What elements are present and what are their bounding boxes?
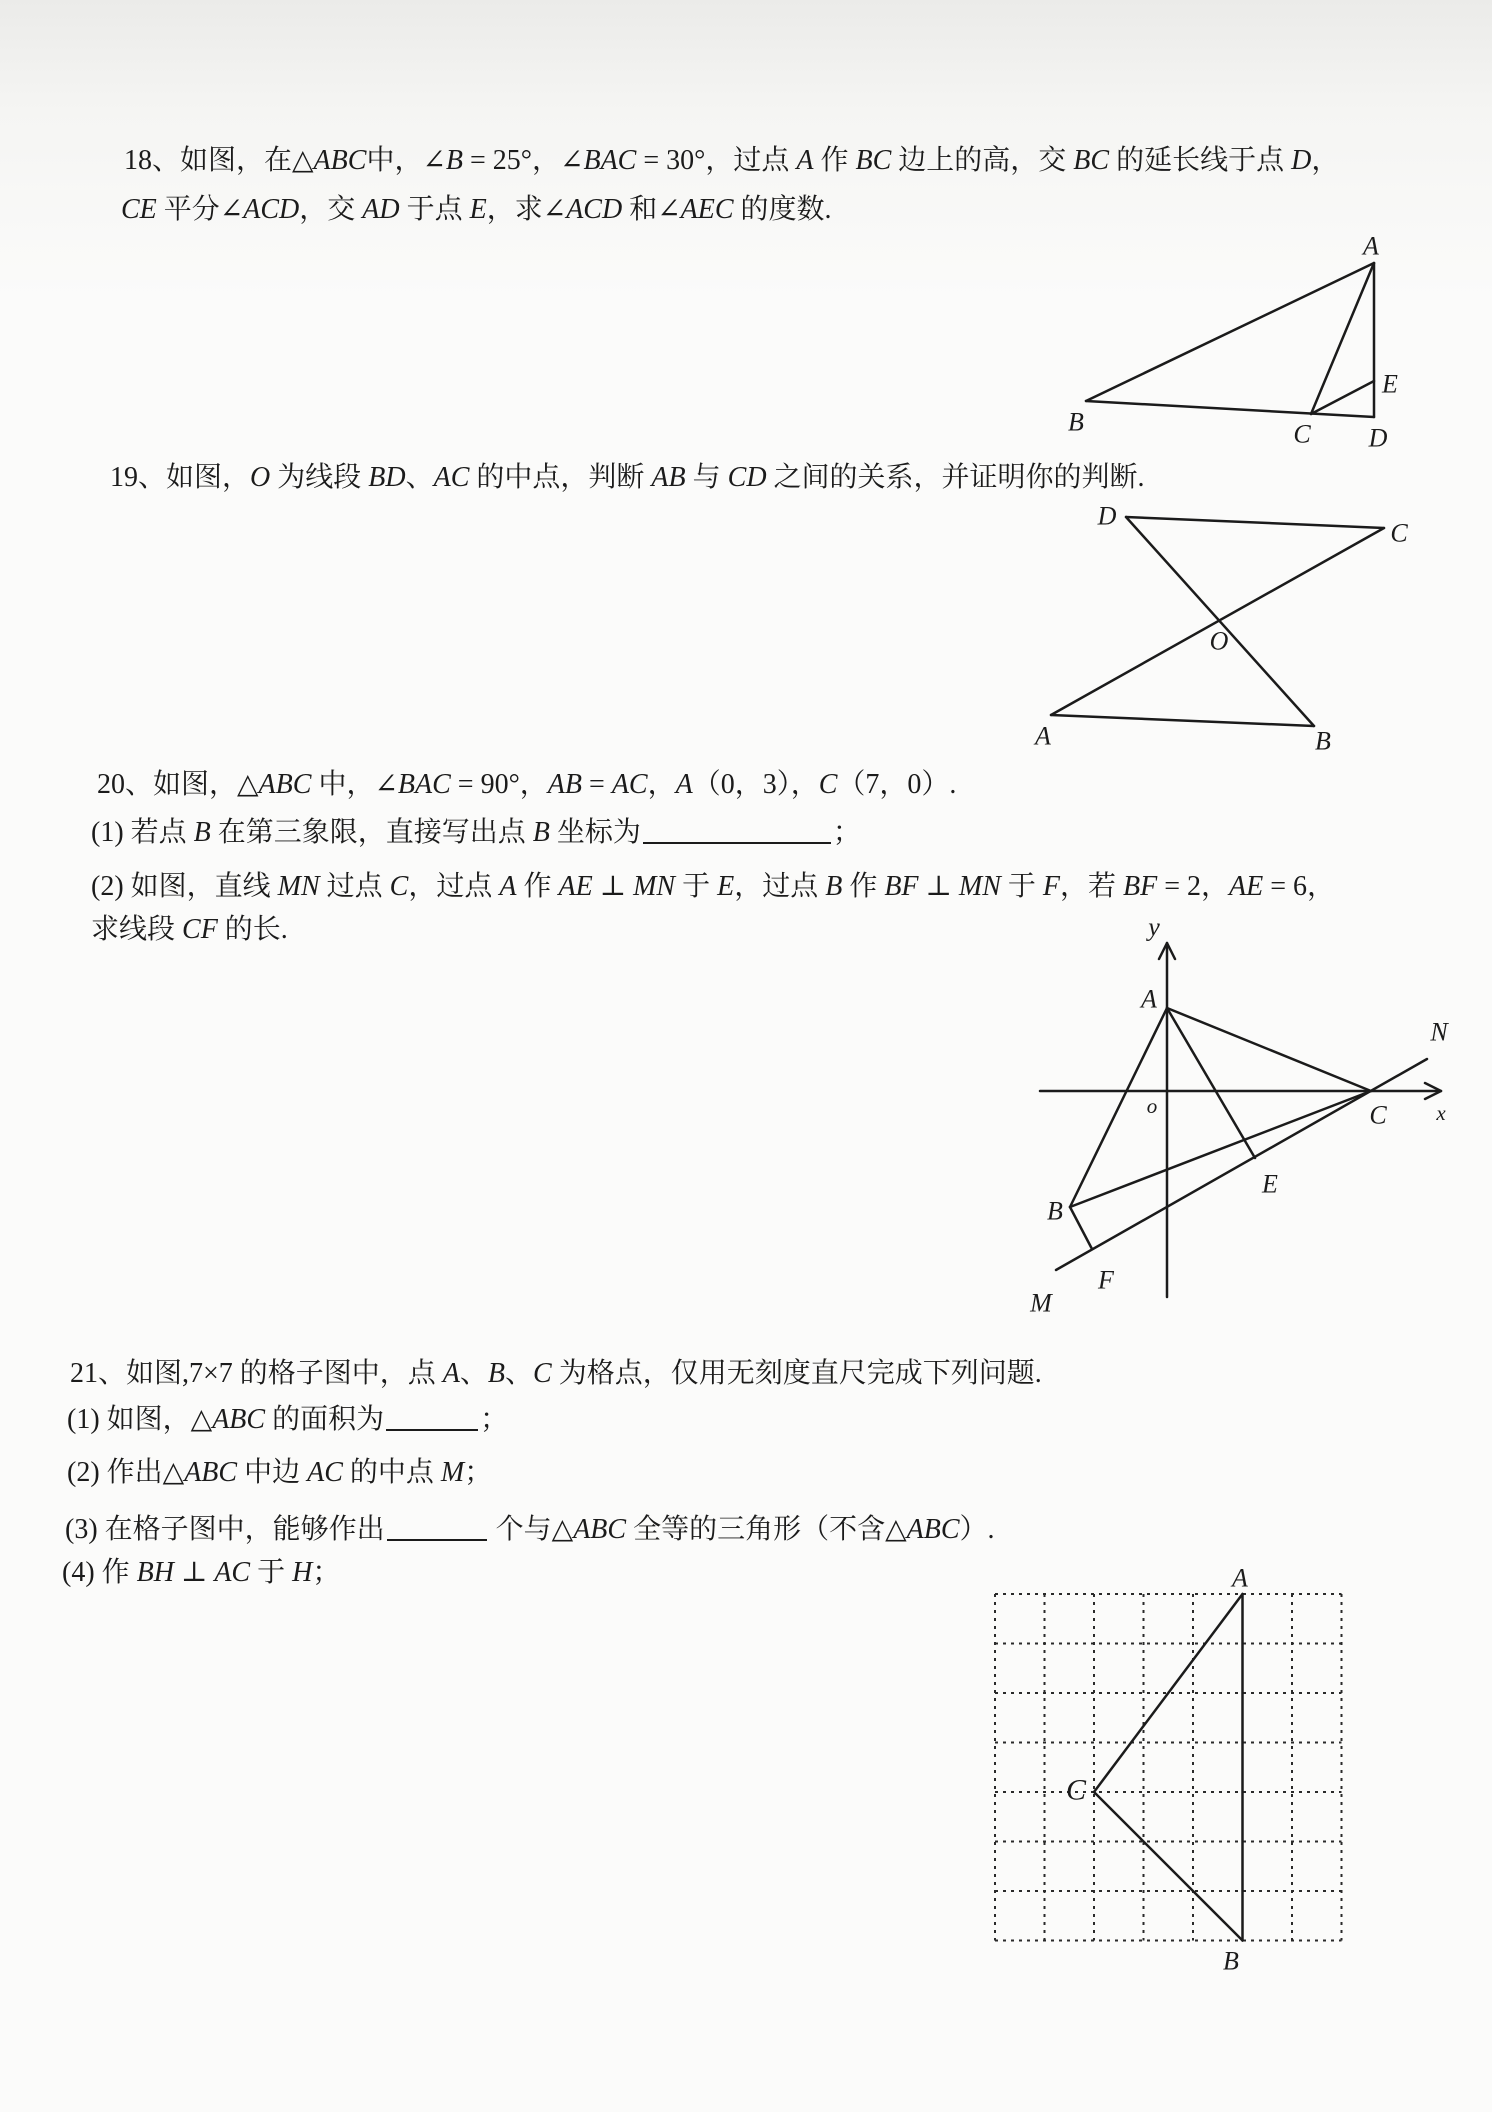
- text-run: 全等的三角形（不含△: [626, 1514, 907, 1545]
- text-run: 的度数.: [733, 194, 832, 225]
- text-run: (4) 作: [62, 1557, 137, 1588]
- math-variable: CD: [727, 462, 767, 493]
- label-e: E: [1382, 369, 1398, 399]
- label-b: B: [1068, 407, 1084, 437]
- text-run: 坐标为: [549, 817, 641, 848]
- text-run: (1) 如图，△: [67, 1404, 213, 1435]
- segment-ac: [1311, 263, 1374, 414]
- math-variable: AE: [558, 871, 593, 902]
- label-f: F: [1098, 1265, 1114, 1295]
- text-run: 中，∠: [366, 145, 446, 176]
- text-run: ，交: [299, 194, 363, 225]
- math-variable: AC: [214, 1557, 251, 1588]
- text-run: ⊥: [918, 871, 959, 902]
- math-variable: ACD: [243, 194, 300, 225]
- math-variable: D: [1291, 145, 1312, 176]
- segment-ac: [1167, 1008, 1371, 1091]
- text-run: ；: [832, 817, 861, 848]
- text-run: 21、如图,7×7 的格子图中，点: [70, 1358, 443, 1389]
- segment-ab: [1051, 715, 1314, 726]
- label-a: A: [1035, 721, 1051, 751]
- answer-blank: [643, 818, 831, 844]
- text-run: ，过点: [408, 871, 500, 902]
- segment-ab: [1086, 263, 1374, 401]
- math-variable: AC: [611, 769, 648, 800]
- text-run: 求线段: [91, 914, 183, 945]
- text-run: （7，0）.: [837, 769, 957, 800]
- question-21-part-2: [67, 1455, 492, 1491]
- text-run: ，求∠: [486, 194, 567, 225]
- label-c: C: [1390, 518, 1408, 548]
- text-run: 在第三象限，直接写出点: [210, 817, 533, 848]
- text-run: 于: [250, 1557, 293, 1588]
- math-variable: E: [717, 871, 735, 902]
- figure-q20: [1020, 905, 1470, 1325]
- text-run: 、: [405, 462, 434, 493]
- label-a: A: [1363, 231, 1379, 261]
- math-variable: A: [796, 145, 814, 176]
- math-variable: E: [469, 194, 487, 225]
- label-c: C: [1293, 419, 1311, 449]
- text-run: = 6，: [1263, 871, 1336, 902]
- label-d: D: [1368, 423, 1388, 453]
- text-run: 19、如图，: [110, 462, 251, 493]
- math-variable: MN: [958, 871, 1001, 902]
- math-variable: ABC: [258, 769, 312, 800]
- text-run: （0，3），: [692, 769, 819, 800]
- text-run: 平分∠: [156, 194, 244, 225]
- segment-ce: [1311, 381, 1374, 414]
- math-variable: ABC: [906, 1514, 960, 1545]
- math-variable: M: [440, 1457, 465, 1488]
- text-run: (2) 作出△: [67, 1457, 185, 1488]
- math-variable: BC: [1073, 145, 1110, 176]
- math-variable: ABC: [573, 1514, 627, 1545]
- answer-blank: [387, 1515, 487, 1541]
- math-variable: C: [818, 769, 838, 800]
- text-run: 中，∠: [311, 769, 398, 800]
- text-run: (3) 在格子图中，能够作出: [65, 1514, 385, 1545]
- dotted-grid: [995, 1594, 1342, 1941]
- math-variable: ABC: [313, 145, 367, 176]
- math-variable: B: [487, 1358, 506, 1389]
- question-21-part-1: [67, 1402, 508, 1438]
- math-variable: BF: [1123, 871, 1158, 902]
- math-variable: A: [675, 769, 693, 800]
- label-b: B: [1047, 1196, 1063, 1226]
- text-run: (2) 如图，直线: [91, 871, 278, 902]
- text-run: 边上的高，交: [891, 145, 1074, 176]
- text-run: ；: [464, 1457, 493, 1488]
- text-run: ；: [312, 1557, 341, 1588]
- math-variable: BH: [136, 1557, 174, 1588]
- question-18-line-2: [121, 192, 832, 228]
- text-run: 为线段: [270, 462, 369, 493]
- math-variable: O: [250, 462, 271, 493]
- text-run: 作: [813, 145, 856, 176]
- segment-cb: [1094, 1792, 1243, 1941]
- math-variable: F: [1042, 871, 1061, 902]
- text-run: ⊥: [592, 871, 634, 902]
- label-a: A: [1232, 1563, 1248, 1593]
- math-variable: BF: [884, 871, 919, 902]
- math-variable: H: [292, 1557, 313, 1588]
- math-variable: MN: [277, 871, 320, 902]
- text-run: ；: [480, 1404, 509, 1435]
- math-variable: A: [442, 1358, 460, 1389]
- math-variable: A: [499, 871, 517, 902]
- figure-q18: [1050, 225, 1430, 455]
- text-run: 为格点，仅用无刻度直尺完成下列问题.: [551, 1358, 1042, 1389]
- math-variable: C: [533, 1358, 552, 1389]
- text-run: ，若: [1060, 871, 1124, 902]
- text-run: 和∠: [622, 194, 681, 225]
- text-run: = 30°，过点: [636, 145, 797, 176]
- label-origin: o: [1146, 1094, 1158, 1118]
- text-run: 的中点: [342, 1457, 441, 1488]
- text-run: 、: [505, 1358, 534, 1389]
- question-20-part-1: [91, 815, 861, 851]
- text-run: 与: [685, 462, 728, 493]
- answer-blank: [386, 1405, 478, 1431]
- question-19-line-1: [110, 460, 1145, 496]
- question-20-stem: [97, 767, 956, 803]
- text-run: 过点: [319, 871, 390, 902]
- text-run: 中边: [237, 1457, 308, 1488]
- text-run: 于点: [399, 194, 470, 225]
- math-variable: AD: [362, 194, 400, 225]
- math-variable: BD: [368, 462, 406, 493]
- label-n: N: [1430, 1017, 1448, 1047]
- text-run: = 2，: [1157, 871, 1230, 902]
- math-variable: AEC: [680, 194, 734, 225]
- label-e: E: [1262, 1169, 1278, 1199]
- math-variable: AB: [651, 462, 686, 493]
- math-variable: B: [193, 817, 211, 848]
- text-run: ，: [1311, 145, 1340, 176]
- text-run: 18、如图，在△: [124, 145, 314, 176]
- math-variable: BAC: [583, 145, 637, 176]
- math-variable: BAC: [397, 769, 451, 800]
- math-variable: ABC: [184, 1457, 238, 1488]
- math-variable: BC: [855, 145, 892, 176]
- text-run: ⊥: [173, 1557, 215, 1588]
- math-variable: B: [532, 817, 550, 848]
- label-b: B: [1223, 1946, 1239, 1976]
- text-run: 的面积为: [265, 1404, 385, 1435]
- text-run: 之间的关系，并证明你的判断.: [766, 462, 1145, 493]
- text-run: 20、如图，△: [97, 769, 259, 800]
- text-run: 、: [459, 1358, 488, 1389]
- question-20-part-2-line-1: [91, 869, 1335, 905]
- math-variable: AC: [307, 1457, 343, 1488]
- label-a: A: [1141, 984, 1157, 1014]
- question-21-part-4: [62, 1555, 340, 1591]
- math-variable: AE: [1229, 871, 1264, 902]
- segment-dc: [1126, 517, 1384, 528]
- math-variable: CE: [121, 194, 157, 225]
- text-run: = 90°，: [450, 769, 548, 800]
- math-variable: ACD: [566, 194, 623, 225]
- text-run: =: [582, 769, 612, 800]
- label-b: B: [1315, 726, 1331, 756]
- label-c: C: [1369, 1100, 1387, 1130]
- label-x: x: [1436, 1101, 1446, 1125]
- text-run: ）.: [959, 1514, 995, 1545]
- text-run: 作: [842, 871, 885, 902]
- math-variable: AC: [433, 462, 470, 493]
- segment-ae: [1167, 1008, 1255, 1158]
- text-run: = 25°，∠: [463, 145, 584, 176]
- text-run: 的延长线于点: [1109, 145, 1292, 176]
- question-21-part-3: [65, 1512, 995, 1548]
- label-d: D: [1097, 501, 1117, 531]
- segment-bc: [1070, 1091, 1371, 1207]
- question-20-part-2-line-2: [91, 912, 288, 948]
- segment-bf: [1070, 1207, 1092, 1249]
- figure-q21-grid: [975, 1560, 1365, 1980]
- segment-ac: [1051, 528, 1384, 715]
- math-variable: B: [445, 145, 464, 176]
- math-variable: MN: [633, 871, 676, 902]
- label-y: y: [1148, 912, 1160, 942]
- text-run: 个与△: [488, 1514, 574, 1545]
- figure-q19: [1025, 495, 1425, 760]
- text-run: (1) 若点: [91, 817, 194, 848]
- math-variable: ABC: [212, 1404, 266, 1435]
- question-21-stem: [70, 1356, 1042, 1392]
- math-variable: CF: [182, 914, 218, 945]
- label-o: O: [1209, 626, 1229, 656]
- text-run: ，过点: [734, 871, 826, 902]
- math-variable: B: [825, 871, 843, 902]
- question-18-line-1: [124, 143, 1339, 179]
- text-run: 作: [516, 871, 559, 902]
- text-run: ，: [647, 769, 676, 800]
- math-variable: C: [389, 871, 409, 902]
- label-m: M: [1030, 1288, 1052, 1318]
- text-run: 于: [675, 871, 718, 902]
- math-variable: AB: [547, 769, 583, 800]
- text-run: 于: [1000, 871, 1043, 902]
- text-run: 的长.: [217, 914, 288, 945]
- label-c: C: [1065, 1773, 1087, 1807]
- text-run: 的中点，判断: [469, 462, 652, 493]
